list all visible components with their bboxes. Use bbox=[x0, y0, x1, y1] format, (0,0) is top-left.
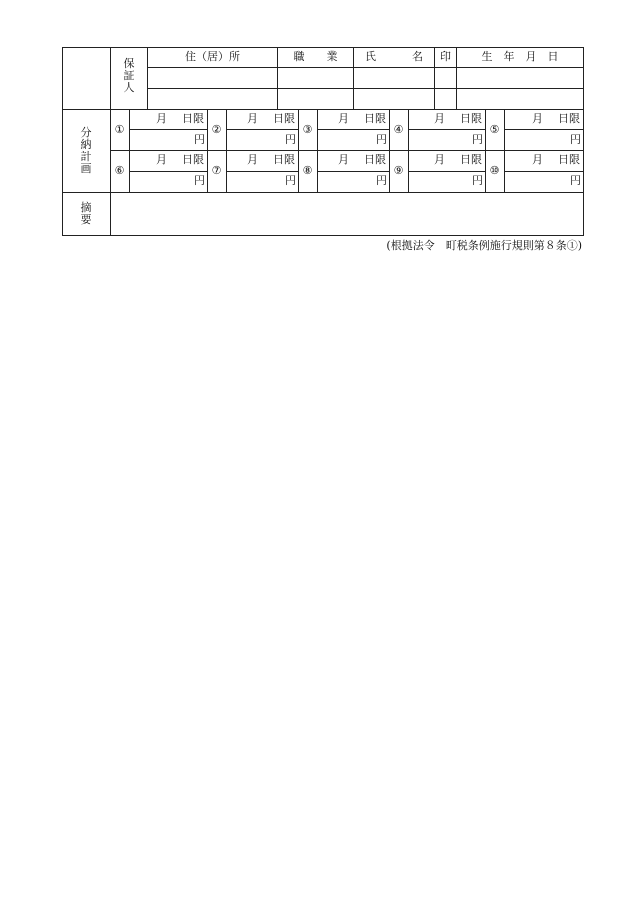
guarantor-header-line bbox=[147, 67, 584, 68]
installment-number: ② bbox=[211, 123, 222, 136]
legal-basis-note: (根拠法令 町税条例施行規則第８条①) bbox=[386, 239, 582, 252]
plan-sub-line bbox=[317, 129, 389, 130]
yen-label: 円 bbox=[376, 174, 387, 187]
plan-col-line bbox=[389, 109, 390, 193]
address-header: 住（居）所 bbox=[185, 50, 240, 63]
installment-number: ⑩ bbox=[489, 164, 500, 177]
yen-label: 円 bbox=[194, 133, 205, 146]
plan-sub-line bbox=[317, 171, 389, 172]
month-label: 月 bbox=[247, 112, 258, 125]
plan-col-line bbox=[317, 109, 318, 193]
plan-sub-line bbox=[408, 129, 485, 130]
plan-col-line bbox=[129, 109, 130, 193]
plan-col-line bbox=[207, 109, 208, 193]
month-label: 月 bbox=[156, 112, 167, 125]
seal-header: 印 bbox=[440, 50, 451, 63]
installment-number: ③ bbox=[302, 123, 313, 136]
day-limit-label: 日限 bbox=[273, 153, 295, 166]
plan-sub-line bbox=[504, 171, 584, 172]
plan-col-line bbox=[504, 109, 505, 193]
month-label: 月 bbox=[247, 153, 258, 166]
name-header-left: 氏 bbox=[365, 50, 376, 63]
yen-label: 円 bbox=[472, 174, 483, 187]
plan-row-line bbox=[110, 150, 584, 151]
day-limit-label: 日限 bbox=[558, 153, 580, 166]
label-column-line bbox=[110, 47, 111, 236]
installment-number: ⑤ bbox=[489, 123, 500, 136]
plan-col-line bbox=[485, 109, 486, 193]
plan-col-line bbox=[226, 109, 227, 193]
installment-number: ⑧ bbox=[302, 164, 313, 177]
plan-sub-line bbox=[226, 129, 298, 130]
frame-right-line bbox=[583, 47, 584, 236]
yen-label: 円 bbox=[285, 133, 296, 146]
section-divider-2 bbox=[62, 192, 584, 193]
guarantor-col-line-2 bbox=[353, 47, 354, 110]
section-divider-1 bbox=[62, 109, 584, 110]
installment-number: ⑥ bbox=[114, 164, 125, 177]
installment-number: ⑨ bbox=[393, 164, 404, 177]
guarantor-side-label: 保証人 bbox=[123, 57, 135, 94]
plan-col-line bbox=[408, 109, 409, 193]
guarantor-row-line bbox=[147, 88, 584, 89]
plan-sub-line bbox=[504, 129, 584, 130]
plan-sub-line bbox=[226, 171, 298, 172]
installment-number: ④ bbox=[393, 123, 404, 136]
day-limit-label: 日限 bbox=[364, 112, 386, 125]
plan-sub-line bbox=[129, 129, 207, 130]
month-label: 月 bbox=[434, 153, 445, 166]
frame-left-line bbox=[62, 47, 63, 236]
plan-side-label: 分納計画 bbox=[80, 126, 92, 175]
month-label: 月 bbox=[532, 153, 543, 166]
frame-top-line bbox=[62, 47, 584, 48]
yen-label: 円 bbox=[194, 174, 205, 187]
month-label: 月 bbox=[434, 112, 445, 125]
yen-label: 円 bbox=[570, 133, 581, 146]
plan-sub-line bbox=[129, 171, 207, 172]
day-limit-label: 日限 bbox=[182, 112, 204, 125]
day-limit-label: 日限 bbox=[460, 112, 482, 125]
day-limit-label: 日限 bbox=[273, 112, 295, 125]
month-label: 月 bbox=[338, 112, 349, 125]
month-label: 月 bbox=[156, 153, 167, 166]
day-limit-label: 日限 bbox=[182, 153, 204, 166]
installment-number: ⑦ bbox=[211, 164, 222, 177]
yen-label: 円 bbox=[570, 174, 581, 187]
yen-label: 円 bbox=[472, 133, 483, 146]
frame-bottom-line bbox=[62, 235, 584, 236]
plan-sub-line bbox=[408, 171, 485, 172]
installment-number: ① bbox=[114, 123, 125, 136]
occupation-header: 職 業 bbox=[293, 50, 338, 63]
remarks-label: 摘要 bbox=[80, 201, 92, 226]
month-label: 月 bbox=[338, 153, 349, 166]
day-limit-label: 日限 bbox=[460, 153, 482, 166]
remarks-field[interactable] bbox=[114, 198, 579, 230]
birth-date-header: 生 年 月 日 bbox=[481, 50, 559, 63]
name-header-right: 名 bbox=[412, 50, 423, 63]
yen-label: 円 bbox=[285, 174, 296, 187]
month-label: 月 bbox=[532, 112, 543, 125]
yen-label: 円 bbox=[376, 133, 387, 146]
day-limit-label: 日限 bbox=[364, 153, 386, 166]
plan-col-line bbox=[298, 109, 299, 193]
day-limit-label: 日限 bbox=[558, 112, 580, 125]
